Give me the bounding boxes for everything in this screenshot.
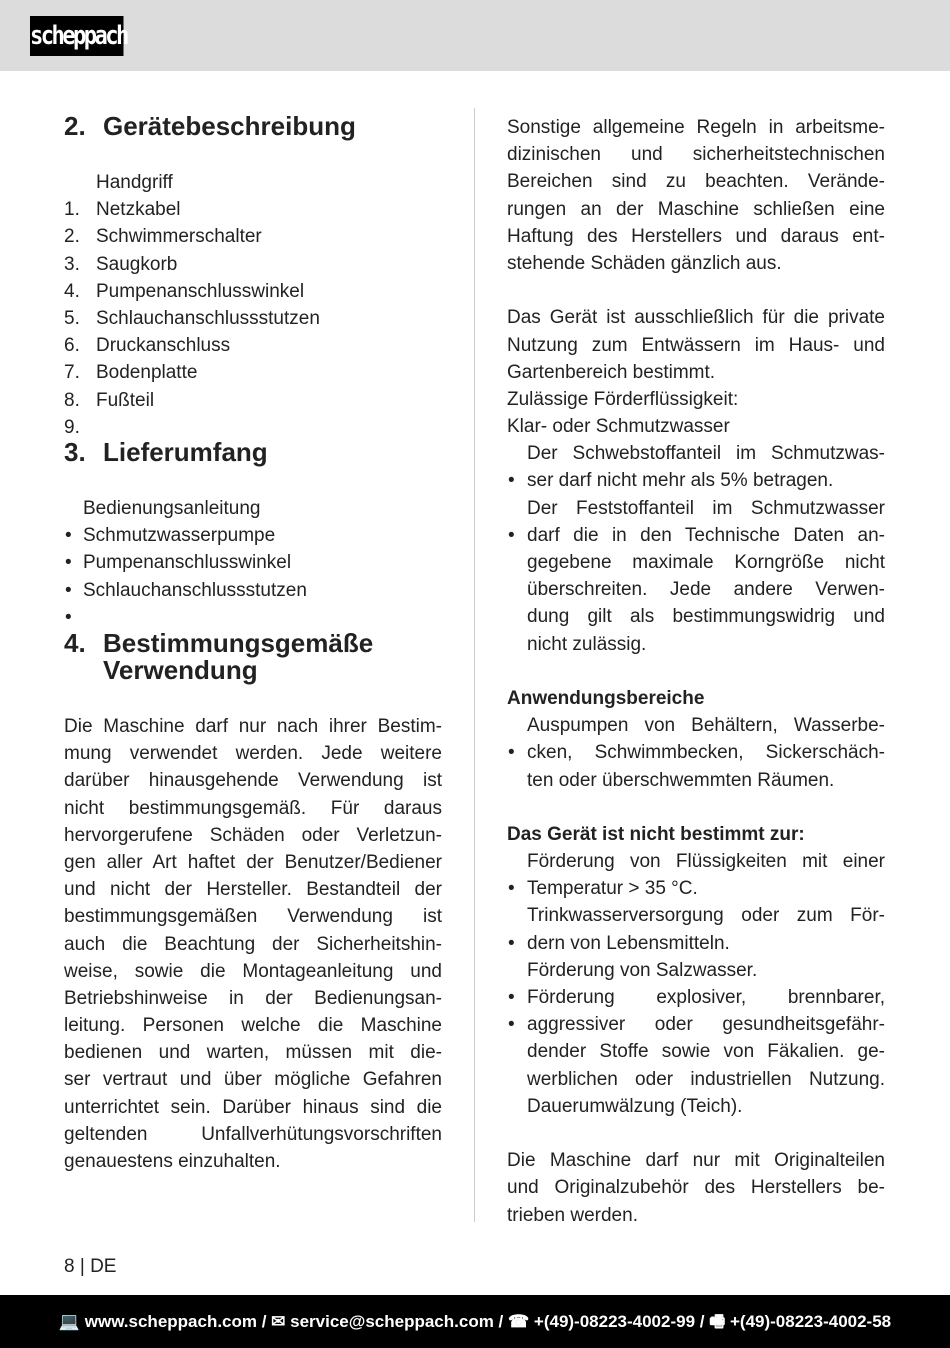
list-number: 1. xyxy=(64,199,80,221)
text-line: Bereichen sind zu beachten. Verände- xyxy=(507,171,885,193)
text-line: auch die Beachtung der Sicherheitshin- xyxy=(64,933,442,955)
list-item: Netzkabel 2. xyxy=(64,196,442,223)
intended-use-paragraph xyxy=(64,713,442,1175)
text-line: leitung. Personen welche die Maschine xyxy=(64,1015,442,1037)
text-line: Klar- oder Schmutzwasser xyxy=(507,416,730,438)
list-item: Schwimmerschalter 3. xyxy=(64,223,442,250)
list-number: 8. xyxy=(64,389,80,411)
bullet-line: Pumpenanschlusswinkel • xyxy=(64,549,442,576)
scheppach-logo: scheppach xyxy=(30,16,124,56)
list-number: 7. xyxy=(64,362,80,384)
text-line: hervorgerufene Schäden oder Verletzun- xyxy=(64,824,442,846)
spacer xyxy=(507,658,885,685)
section-title: Gerätebeschreibung xyxy=(103,111,356,141)
section-number: 4. xyxy=(64,628,86,658)
text-line: darüber hinausgehende Verwendung ist xyxy=(64,770,442,792)
list-item: Fußteil 9. xyxy=(64,387,442,414)
page-lang: DE xyxy=(90,1256,117,1277)
subheading: Das Gerät ist nicht bestimmt zur: xyxy=(507,823,805,845)
section-heading-4 xyxy=(64,630,373,684)
contact-footer: 💻 www.scheppach.com / ✉ service@scheppach.com / ☎ +(49)-08223-4002-99 / 🖷 +(49)-08223-4002-58 xyxy=(0,1295,950,1348)
list-item: Saugkorb 4. xyxy=(64,251,442,278)
page-number xyxy=(64,1256,116,1278)
bullet-line: ten oder überschwemmten Räumen. xyxy=(527,769,835,791)
bullet-line: gegebene maximale Korngröße nicht xyxy=(527,552,885,573)
bullet-line: Förderung von Salzwasser. • xyxy=(507,957,885,984)
list-number: 4. xyxy=(64,280,80,302)
bullet-line: aggressiver oder gesundheitsgefähr- xyxy=(527,1014,885,1036)
text-line: gen aller Art haftet der Benutzer/Bediener xyxy=(64,851,442,873)
section-heading-3 xyxy=(64,439,268,466)
bullet-line: dung gilt als bestimmungswidrig und xyxy=(527,606,885,628)
text-line: Betriebshinweise in der Bedienungsan- xyxy=(64,987,442,1009)
section-number: 2. xyxy=(64,111,86,141)
list-item: Schlauchanschlussstutzen 6. xyxy=(64,305,442,332)
bullet-icon: • xyxy=(65,525,72,547)
bullet-icon: • xyxy=(508,524,515,546)
text-line: Die Maschine darf nur nach ihrer Bestim- xyxy=(64,716,442,737)
bullet-line: dern von Lebensmitteln. xyxy=(527,932,730,954)
text-line: bedienen und warten, müssen mit die- xyxy=(64,1042,442,1064)
right-column xyxy=(507,114,885,1229)
text-line: bestimmungsgemäßen Verwendung ist xyxy=(64,906,442,928)
text-line: Gartenbereich bestimmt. xyxy=(507,361,716,383)
bullet-line: überschreiten. Jede andere Verwen- xyxy=(527,579,885,601)
bullet-line: werblichen oder industriellen Nutzung. xyxy=(527,1068,885,1090)
bullet-line: nicht zulässig. xyxy=(527,633,647,655)
text-line: rungen an der Maschine schließen eine xyxy=(507,198,885,220)
bullet-icon: • xyxy=(508,987,515,1009)
bullet-line: Der Feststoffanteil im Schmutzwasser • xyxy=(507,495,885,522)
list-item: Pumpenanschlusswinkel 5. xyxy=(64,278,442,305)
page-sep: | xyxy=(79,1256,85,1277)
bullet-icon: • xyxy=(508,878,515,900)
bullet-line: Der Schwebstoffanteil im Schmutzwas- • xyxy=(507,440,885,467)
section-heading-2 xyxy=(64,113,356,140)
text-line: stehende Schäden gänzlich aus. xyxy=(507,252,782,274)
list-number: 3. xyxy=(64,253,80,275)
text-line: weise, sowie die Montageanleitung und xyxy=(64,960,442,982)
text-line: Die Maschine darf nur mit Originalteilen xyxy=(507,1150,885,1172)
text-line: trieben werden. xyxy=(507,1204,638,1226)
bullet-line: Trinkwasserversorgung oder zum För- • xyxy=(507,902,885,929)
text-line: geltenden Unfallverhütungsvorschriften xyxy=(64,1123,442,1145)
list-item: Bodenplatte 8. xyxy=(64,359,442,386)
list-number: 9. xyxy=(64,416,80,438)
bullet-icon: • xyxy=(508,932,515,954)
text-line: genauestens einzuhalten. xyxy=(64,1151,281,1172)
bullet-line: Temperatur > 35 °C. xyxy=(527,878,698,900)
spacer xyxy=(507,1120,885,1147)
bullet-line: Bedienungsanleitung • xyxy=(64,495,442,522)
bullet-line: Schmutzwasserpumpe • xyxy=(64,522,442,549)
text-line: Sonstige allgemeine Regeln in arbeitsme- xyxy=(507,117,885,138)
bullet-icon: • xyxy=(65,606,72,628)
scope-of-delivery-list xyxy=(64,495,442,628)
bullet-icon: • xyxy=(65,552,72,574)
list-number: 2. xyxy=(64,226,80,248)
text-line: Haftung des Herstellers und daraus ent- xyxy=(507,225,885,247)
text-line: nicht bestimmungsgemäß. Für daraus xyxy=(64,797,442,819)
page-num: 8 xyxy=(64,1256,75,1277)
bullet-line: darf die in den Technische Daten an- xyxy=(527,524,885,546)
bullet-icon: • xyxy=(508,470,515,492)
bullet-icon: • xyxy=(65,579,72,601)
list-item: Handgriff 1. xyxy=(64,169,442,196)
text-line: und Originalzubehör des Herstellers be- xyxy=(507,1177,885,1199)
list-number: 5. xyxy=(64,307,80,329)
text-line: und nicht der Hersteller. Bestandteil der xyxy=(64,879,442,901)
bullet-icon: • xyxy=(508,1014,515,1036)
section-title: Lieferumfang xyxy=(103,437,268,467)
bullet-line: dender Stoffe sowie von Fäkalien. ge- xyxy=(527,1041,885,1063)
bullet-line: Auspumpen von Behältern, Wasserbe- • xyxy=(507,712,885,739)
bullet-line: Förderung explosiver, brennbarer, • xyxy=(507,984,885,1011)
section-title: Verwendung xyxy=(103,655,258,685)
page-header xyxy=(0,0,950,71)
bullet-line: cken, Schwimmbecken, Sickerschäch- xyxy=(527,742,885,764)
text-line: mung verwendet werden. Jede weitere xyxy=(64,743,442,765)
bullet-line: Förderung von Flüssigkeiten mit einer • xyxy=(507,848,885,875)
section-number: 3. xyxy=(64,437,86,467)
text-line: Das Gerät ist ausschließlich für die private xyxy=(507,307,885,329)
bullet-line: ser darf nicht mehr als 5% betragen. xyxy=(527,470,834,492)
text-line: dizinischen und sicherheitstechnischen xyxy=(507,144,885,166)
spacer xyxy=(507,794,885,821)
subheading: Anwendungsbereiche xyxy=(507,687,705,709)
list-item: Druckanschluss 7. xyxy=(64,332,442,359)
text-line: Zulässige Förderflüssigkeit: xyxy=(507,388,739,410)
section-title: Bestimmungsgemäße xyxy=(103,628,374,658)
text-line: Nutzung zum Entwässern im Haus- und xyxy=(507,334,885,356)
text-line: unterrichtet sein. Darüber hinaus sind die xyxy=(64,1096,442,1118)
parts-list xyxy=(64,169,442,438)
bullet-icon: • xyxy=(508,742,515,764)
list-number: 6. xyxy=(64,335,80,357)
column-divider xyxy=(474,108,475,1222)
bullet-line: Dauerumwälzung (Teich). xyxy=(527,1095,743,1117)
text-line: ser vertraut und über mögliche Gefahren xyxy=(64,1069,442,1091)
bullet-line: Schlauchanschlussstutzen • xyxy=(64,577,442,604)
spacer xyxy=(507,277,885,304)
